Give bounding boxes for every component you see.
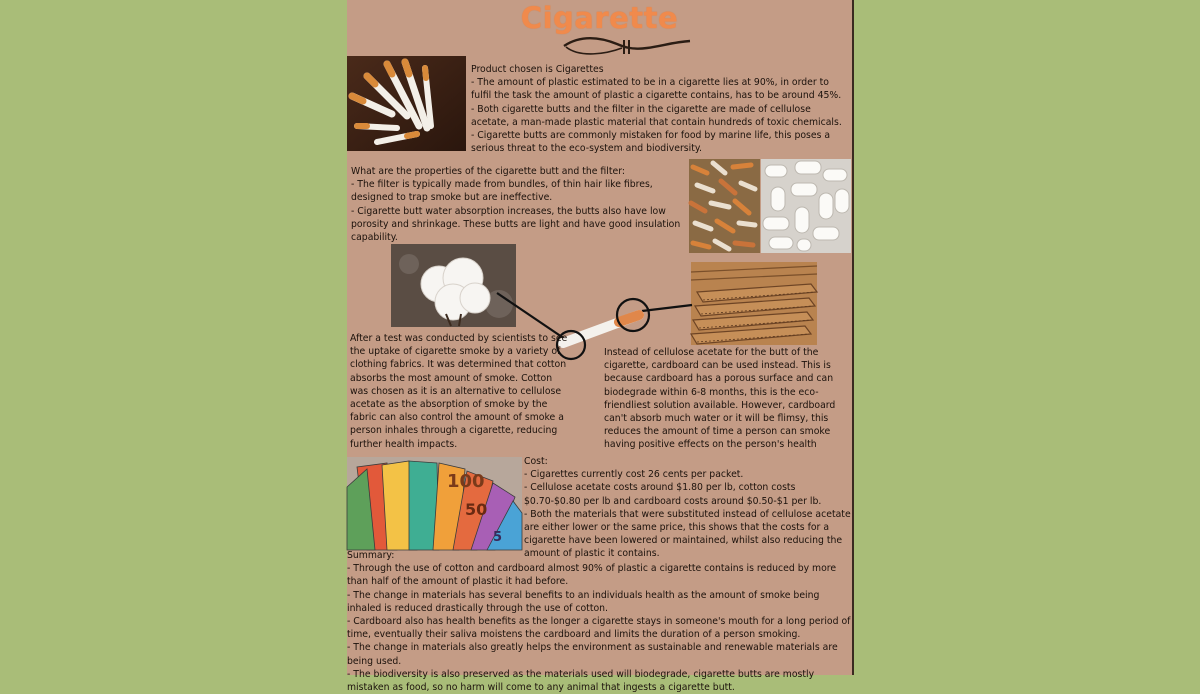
intro-section: [471, 63, 851, 155]
svg-text:5: 5: [493, 530, 503, 545]
cardboard-section: [604, 346, 850, 452]
properties-section: [351, 165, 685, 244]
page-title: Cigarette: [520, 1, 679, 35]
cost-heading: Cost:: [524, 456, 548, 467]
intro-heading: Product chosen is Cigarettes: [471, 64, 604, 75]
cost-bullet: - Both the materials that were substituted instead of cellulose acetate are either lower or the same price, this shows that the costs for a cigarette have been lowered or maintained, whilst also reducing the amount of plastic it contains.: [524, 508, 851, 560]
summary-bullet: - Through the use of cotton and cardboard almost 90% of plastic a cigarette contains is reduced by more than half of the amount of plastic it had before.: [347, 563, 837, 588]
money-photo: [347, 457, 522, 550]
cost-bullet: - Cigarettes currently cost 26 cents per packet.: [524, 469, 744, 481]
svg-text:50: 50: [465, 500, 488, 519]
cotton-section: [350, 332, 572, 451]
cardboard-photo: [691, 262, 817, 345]
cost-bullet: - Cellulose acetate costs around $1.80 per lb, cotton costs $0.70-$0.80 per lb and cardboard costs around $0.50-$1 per lb.: [524, 482, 822, 507]
properties-heading: What are the properties of the cigarette butt and the filter:: [351, 166, 625, 177]
summary-bullet: - Cardboard also has health benefits as the longer a cigarette stays in someone's mouth for a long period of time, eventually their saliva moistens the cardboard and limits the duration of a person smoking.: [347, 616, 851, 641]
intro-bullet: - Cigarette butts are commonly mistaken for food by marine life, this poses a serious threat to the eco-system and biodiversity.: [471, 130, 831, 155]
cigarette-butts-photo: [689, 159, 760, 253]
properties-bullet: - Cigarette butt water absorption increases, the butts also have low porosity and shrinkage. These butts are light and have good insulation capability.: [351, 205, 681, 244]
svg-text:100: 100: [447, 471, 485, 492]
summary-bullet: - The change in materials also greatly helps the environment as sustainable and renewable materials are being used.: [347, 642, 838, 667]
summary-bullet: - The biodiversity is also preserved as the materials used will biodegrade, cigarette butts are mostly mistaken as food, so no harm will come to any animal that ingests a cigarette butt.: [347, 668, 815, 694]
cotton-paragraph: After a test was conducted by scientists to see the uptake of cigarette smoke by a variety of clothing fabrics. It was determined that cotton absorbs the most amount of smoke. Cotton was chosen as it is an alternative to cellulose acetate as the absorption of smoke by the fabric can also control the amount of smoke a person inhales through a cigarette, reducing further health impacts.: [350, 333, 568, 450]
summary-bullet: - The change in materials has several benefits to an individuals health as the amount of smoke being inhaled is reduced drastically through the use of cotton.: [347, 589, 820, 614]
title-swirl-ornament: [562, 32, 692, 60]
cardboard-paragraph: Instead of cellulose acetate for the butt of the cigarette, cardboard can be used instead. This is because cardboard has a porous surface and can biodegrade within 6-8 months, this is the eco-friendliest solution available. However, cardboard can't absorb much water or it will be flimsy, this reduces the amount of time a person can smoke having positive effects on the person's health: [604, 347, 836, 451]
poster: [347, 0, 854, 694]
summary-heading: Summary:: [347, 550, 395, 561]
filters-photo: [761, 159, 851, 253]
cost-section: [524, 455, 851, 561]
intro-bullet: - Both cigarette butts and the filter in the cigarette are made of cellulose acetate, a man-made plastic material that contain hundreds of toxic chemicals.: [471, 103, 842, 128]
intro-bullet: - The amount of plastic estimated to be in a cigarette lies at 90%, in order to fulfil the task the amount of plastic a cigarette contains, has to be around 45%.: [471, 77, 842, 102]
cigarettes-photo: [347, 56, 466, 151]
summary-section: [347, 549, 852, 694]
properties-bullet: - The filter is typically made from bundles, of thin hair like fibres, designed to trap smoke but are ineffective.: [351, 179, 653, 204]
